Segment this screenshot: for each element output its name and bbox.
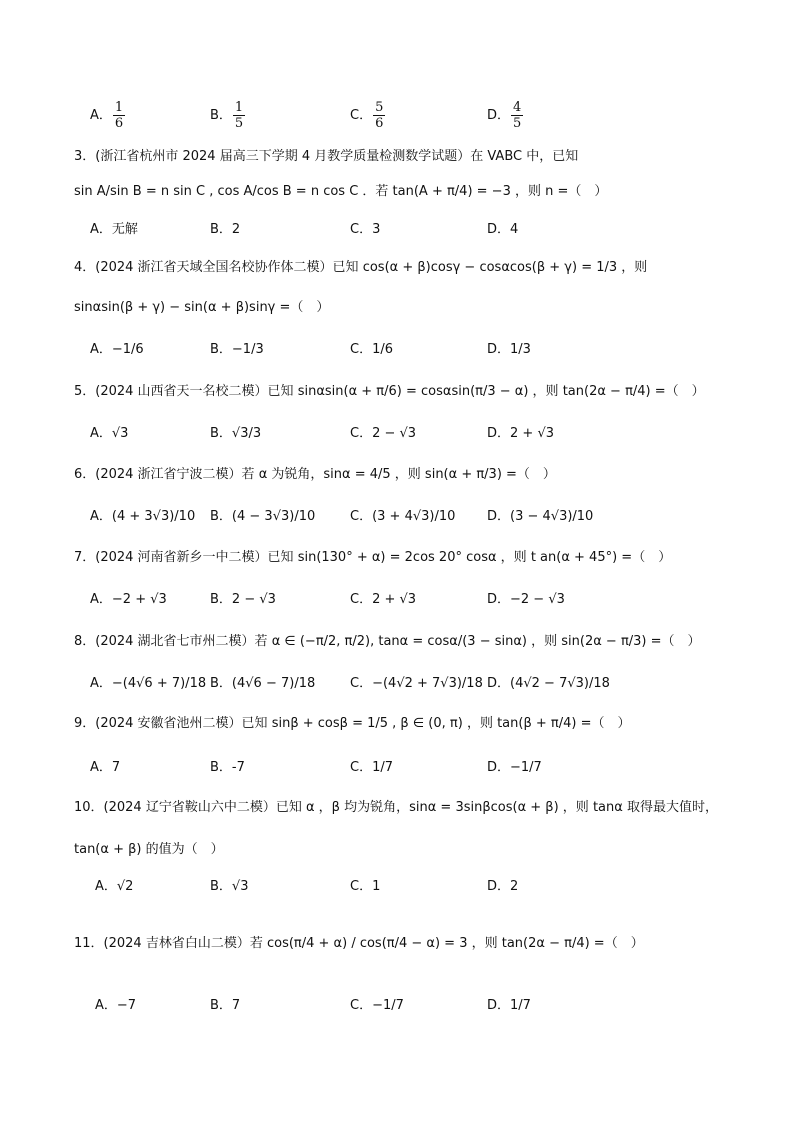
option-b: B．(4√6 − 7)/18	[210, 676, 316, 691]
option-b: B．−1/3	[210, 342, 264, 357]
question-4-stem: 4．(2024 浙江省天域全国名校协作体二模）已知 cos(α + β)cosγ − cosαcos(β + γ) = 1/3 ，则	[74, 260, 648, 275]
option-d: D． $\frac{4}{5}$	[487, 100, 522, 131]
question-10-ask: tan(α + β) 的值为（ ）	[74, 842, 224, 857]
question-3-stem: 3．(浙江省杭州市 2024 届高三下学期 4 月教学质量检测数学试题）在 VABC 中，已知	[74, 149, 579, 164]
question-8-stem: 8．(2024 湖北省七市州二模）若 α ∈ (−π/2, π/2), tanα = cosα/(3 − sinα) ，则 sin(2α − π/3) =（ ）	[74, 634, 701, 649]
question-9-stem: 9．(2024 安徽省池州二模）已知 sinβ + cosβ = 1/5 , β ∈ (0, π) ，则 tan(β + π/4) =（ ）	[74, 716, 631, 731]
option-a: A．(4 + 3√3)/10	[90, 509, 196, 524]
option-d: D．−2 − √3	[487, 592, 565, 607]
option-c: C．1	[350, 879, 381, 894]
option-b: B．√3/3	[210, 426, 262, 441]
option-b: B．2	[210, 222, 241, 237]
option-b: B．2 − √3	[210, 592, 276, 607]
option-c: C．2 + √3	[350, 592, 417, 607]
option-a: A．−1/6	[90, 342, 144, 357]
option-c: C．2 − √3	[350, 426, 417, 441]
option-c: C．(3 + 4√3)/10	[350, 509, 456, 524]
option-c: C．−(4√2 + 7√3)/18	[350, 676, 483, 691]
question-6-stem: 6．(2024 浙江省宁波二模）若 α 为锐角，sinα = 4/5 ，则 sin(α + π/3) =（ ）	[74, 467, 556, 482]
option-d: D．2	[487, 879, 519, 894]
option-d: D．1/3	[487, 342, 531, 357]
option-c: C．1/6	[350, 342, 393, 357]
option-c: C．3	[350, 222, 381, 237]
question-4-expression: sinαsin(β + γ) − sin(α + β)sinγ =（ ）	[74, 300, 330, 315]
option-a: A．−7	[95, 998, 137, 1013]
option-a: A． $\frac{1}{6}$	[90, 100, 124, 131]
option-d: D．−1/7	[487, 760, 542, 775]
option-c: C．−1/7	[350, 998, 404, 1013]
question-5-stem: 5．(2024 山西省天一名校二模）已知 sinαsin(α + π/6) = cosαsin(π/3 − α) ，则 tan(2α − π/4) =（ ）	[74, 384, 705, 399]
option-b: B．√3	[210, 879, 249, 894]
option-a: A．无解	[90, 222, 138, 237]
option-b: B．-7	[210, 760, 245, 775]
option-d: D．2 + √3	[487, 426, 554, 441]
option-b: B．7	[210, 998, 241, 1013]
question-10-stem: 10．(2024 辽宁省鞍山六中二模）已知 α ，β 均为锐角，sinα = 3sinβcos(α + β) ，则 tanα 取得最大值时，	[74, 800, 718, 815]
option-b: B． $\frac{1}{5}$	[210, 100, 244, 131]
option-c: C． $\frac{5}{6}$	[350, 100, 384, 131]
option-a: A．√2	[95, 879, 134, 894]
question-11-stem: 11．(2024 吉林省白山二模）若 cos(π/4 + α) / cos(π/4 − α) = 3 ，则 tan(2α − π/4) =（ ）	[74, 936, 644, 951]
question-7-stem: 7．(2024 河南省新乡一中二模）已知 sin(130° + α) = 2cos 20° cosα ，则 t an(α + 45°) =（ ）	[74, 550, 672, 565]
option-d: D．(3 − 4√3)/10	[487, 509, 594, 524]
option-a: A．√3	[90, 426, 129, 441]
option-d: D．(4√2 − 7√3)/18	[487, 676, 610, 691]
option-d: D．4	[487, 222, 519, 237]
option-a: A．−(4√6 + 7)/18	[90, 676, 207, 691]
option-a: A．7	[90, 760, 121, 775]
option-b: B．(4 − 3√3)/10	[210, 509, 316, 524]
option-c: C．1/7	[350, 760, 393, 775]
option-d: D．1/7	[487, 998, 531, 1013]
option-a: A．−2 + √3	[90, 592, 167, 607]
question-3-condition: sin A/sin B = n sin C , cos A/cos B = n cos C ．若 tan(A + π/4) = −3 ，则 n =（ ）	[74, 184, 608, 199]
